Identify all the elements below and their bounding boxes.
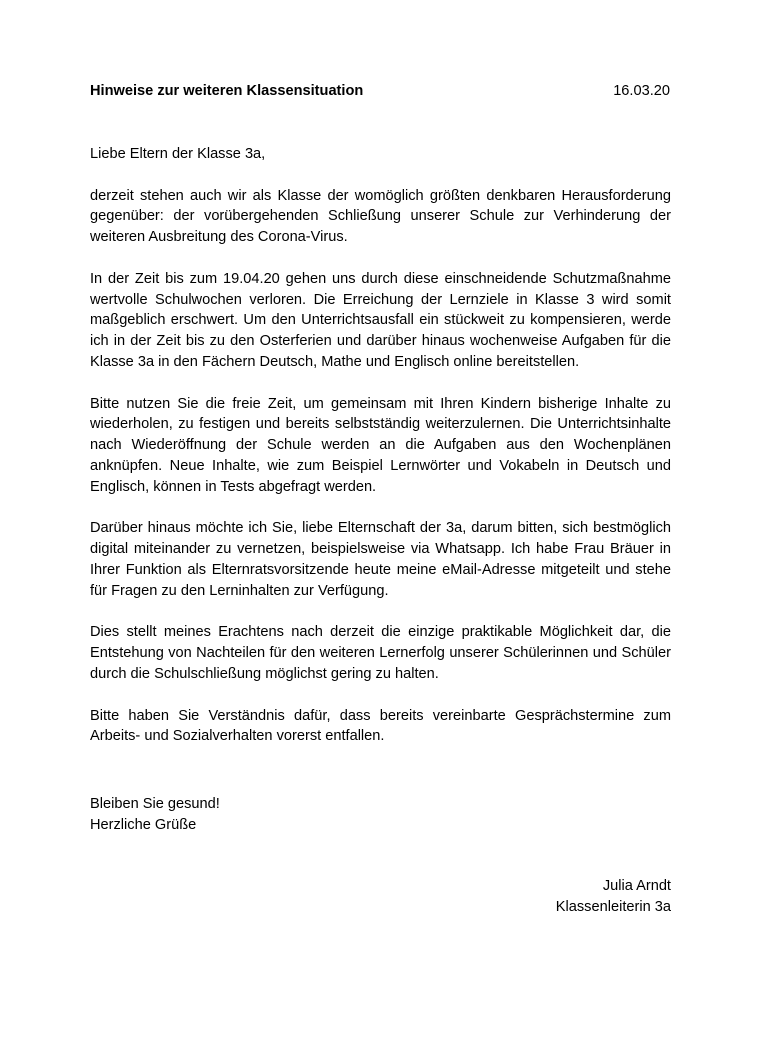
signature-role: Klassenleiterin 3a [555, 899, 671, 915]
letter-body [90, 144, 671, 768]
paragraph-only-option: Dies stellt meines Erachtens nach derzeit die einzige praktikable Möglichkeit dar, die Entstehung von Nachteilen für den weiteren Lernerfolg unserer Schülerinnen und Schüler durch die Schulschließung möglichst gering zu halten. [90, 624, 671, 682]
paragraph-digital-network: Darüber hinaus möchte ich Sie, liebe Elternschaft der 3a, darum bitten, sich bestmöglich digital miteinander zu vernetzen, beispielsweise via Whatsapp. Ich habe Frau Bräuer in Ihrer Funktion als Elternratsvorsitzende heute meine eMail-Adresse mitgeteilt und stehe für Fragen zu den Lerninhalten zur Verfügung. [90, 520, 671, 599]
signature [556, 876, 671, 918]
paragraph-online-tasks: In der Zeit bis zum 19.04.20 gehen uns durch diese einschneidende Schutzmaßnahme wertvolle Schulwochen verloren. Die Erreichung der Lernziele in Klasse 3 wird somit maßgeblich erschwert. Um den Unterrichtsausfall ein stückweit zu kompensieren, werde ich in der Zeit bis zu den Osterferien und darüber hinaus wochenweise Aufgaben für die Klasse 3a in den Fächern Deutsch, Mathe und Englisch online bereitstellen. [90, 270, 671, 370]
closing [90, 794, 220, 836]
paragraph-appointments: Bitte haben Sie Verständnis dafür, dass bereits vereinbarte Gesprächstermine zum Arbeits- und Sozialverhalten vorerst entfallen. [90, 707, 671, 745]
letter-header [90, 83, 670, 103]
paragraph-free-time: Bitte nutzen Sie die freie Zeit, um gemeinsam mit Ihren Kindern bisherige Inhalte zu wiederholen, zu festigen und bereits selbstständig weiterzulernen. Die Unterrichtsinhalte nach Wiederöffnung der Schule werden an die Aufgaben aus den Wochenplänen anknüpfen. Neue Inhalte, wie zum Beispiel Lernwörter und Vokabeln in Deutsch und Englisch, können in Tests abgefragt werden. [90, 395, 671, 495]
letter-title: Hinweise zur weiteren Klassensituation [90, 83, 364, 99]
closing-line-stay-healthy: Bleiben Sie gesund! [90, 796, 220, 812]
signature-name: Julia Arndt [602, 878, 671, 894]
salutation: Liebe Eltern der Klasse 3a, [90, 146, 266, 162]
paragraph-school-closure: derzeit stehen auch wir als Klasse der womöglich größten denkbaren Herausforderung gegenüber: der vorübergehenden Schließung unserer Schule zur Verhinderung der weiteren Ausbreitung des Corona-Virus. [90, 187, 671, 246]
letter-date: 16.03.20 [613, 83, 670, 99]
closing-line-greetings: Herzliche Grüße [90, 817, 197, 833]
